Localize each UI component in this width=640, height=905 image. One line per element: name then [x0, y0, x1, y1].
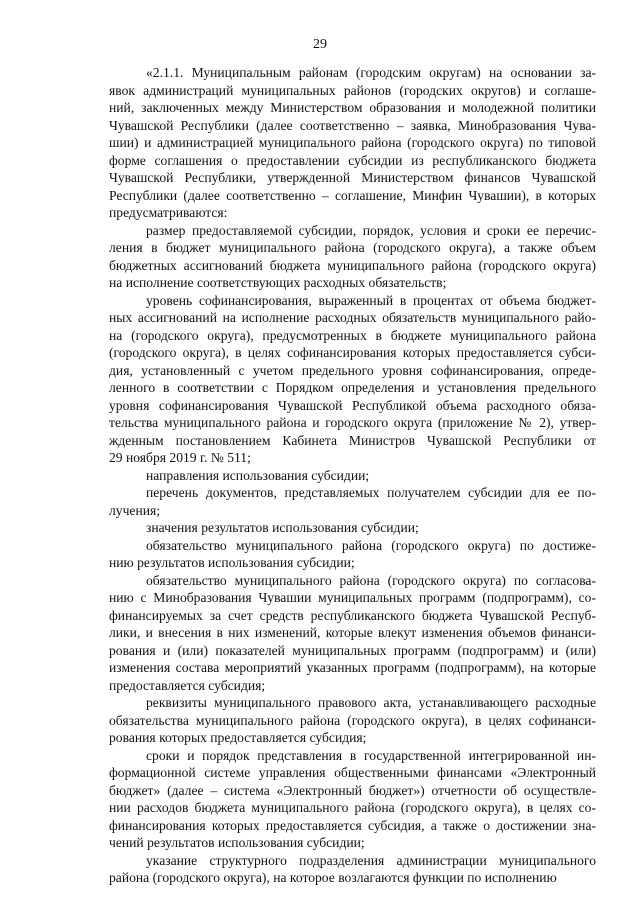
- text-line: рования и (или) показателей муниципальных программ (подпрограмм) и (или): [109, 642, 596, 658]
- document-body: [109, 64, 596, 887]
- text-line: тельства муниципального района и городского округа (приложение № 2), утвер-: [109, 415, 596, 430]
- text-line: чений результатов использования субсидии;: [109, 835, 365, 850]
- text-line: уровня софинансирования Чувашской Республикой объема расходного обяза-: [109, 397, 596, 413]
- paragraph: [109, 467, 596, 485]
- text-line: шии) и администрацией муниципального района (городского округа) по типовой: [109, 135, 596, 150]
- text-line: явок администраций муниципальных районов (городских округов) и соглаше-: [109, 82, 596, 98]
- text-line: финансируемых за счет средств республиканского бюджета Чувашской Респуб-: [109, 607, 596, 623]
- paragraph: [109, 572, 596, 695]
- text-line: лучения;: [109, 502, 161, 518]
- text-line: на (городского округа), предусмотренных в бюджете муниципального района: [109, 327, 596, 343]
- text-line: района (городского округа), на которое возлагаются функции по исполнению: [109, 870, 557, 885]
- text-line: дия, установленный с учетом предельного уровня софинансирования, опреде-: [109, 362, 596, 378]
- page-number: 29: [313, 37, 327, 52]
- text-line: форме соглашения о предоставлении субсидии из республиканского бюджета: [109, 152, 596, 168]
- text-line: нии расходов бюджета муниципального района (городского округа), в целях со-: [109, 800, 596, 815]
- paragraph: [109, 64, 596, 222]
- text-line: бюджетных ассигнований бюджета муниципального района (городского округа): [109, 257, 596, 273]
- text-line: 29 ноября 2019 г. № 511;: [109, 450, 251, 465]
- text-line: нию результатов использования субсидии;: [109, 555, 355, 570]
- paragraph: [109, 222, 596, 292]
- text-line: рования которых предоставляется субсидия;: [109, 730, 367, 745]
- text-line: лики, и внесения в них изменений, которые влекут изменения объемов финанси-: [109, 625, 596, 640]
- text-line: жденным постановлением Кабинета Министров Чувашской Республики от: [109, 432, 596, 448]
- text-line: на исполнение соответствующих расходных обязательств;: [109, 275, 447, 290]
- text-line: нию с Минобразования Чувашии муниципальных программ (подпрограмм), со-: [109, 590, 596, 605]
- text-line: размер предоставляемой субсидии, порядок, условия и сроки ее перечис-: [146, 222, 596, 238]
- text-line: направления использования субсидии;: [146, 467, 370, 483]
- paragraph: [109, 292, 596, 467]
- text-line: Чувашской Республики, утвержденной Министерством финансов Чувашской: [109, 170, 596, 185]
- text-line: реквизиты муниципального правового акта, устанавливающего расходные: [146, 695, 596, 710]
- text-line: ний, заключенных между Министерством образования и молодежной политики: [109, 100, 596, 115]
- paragraph: [109, 747, 596, 852]
- text-line: уровень софинансирования, выраженный в процентах от объема бюджет-: [146, 292, 596, 308]
- text-line: ленного в соответствии с Порядком определения и установления предельного: [109, 380, 596, 395]
- text-line: ных ассигнований на исполнение расходных обязательств муниципального райо-: [109, 310, 596, 325]
- text-line: бюджет» (далее – система «Электронный бюджет») отчетности об осуществле-: [109, 782, 596, 798]
- paragraph: [109, 852, 596, 887]
- text-line: Республики (далее соответственно – соглашение, Минфин Чувашии), в которых: [109, 187, 596, 203]
- text-line: обязательства муниципального района (городского округа), в целях софинанси-: [109, 712, 596, 728]
- text-line: обязательство муниципального района (городского округа) по согласова-: [146, 572, 596, 588]
- text-line: значения результатов использования субсидии;: [146, 520, 419, 535]
- text-line: (городского округа), в целях софинансирования которых предоставляется субси-: [109, 345, 596, 360]
- paragraph: [109, 519, 596, 537]
- text-line: ления в бюджет муниципального района (городского округа), а также объем: [109, 240, 596, 255]
- text-line: обязательство муниципального района (городского округа) по достиже-: [146, 537, 596, 553]
- text-line: «2.1.1. Муниципальным районам (городским округам) на основании за-: [146, 65, 596, 80]
- text-line: предусматриваются:: [109, 205, 228, 220]
- paragraph: [109, 484, 596, 519]
- text-line: сроки и порядок представления в государственной интегрированной ин-: [146, 747, 596, 763]
- paragraph: [109, 694, 596, 747]
- paragraph: [109, 537, 596, 572]
- text-line: финансирования которых предоставляется субсидия, а также о достижении зна-: [109, 817, 596, 833]
- text-line: формационной системе управления общественными финансами «Электронный: [109, 765, 596, 780]
- text-line: указание структурного подразделения администрации муниципального: [146, 852, 596, 868]
- text-line: перечень документов, представляемых получателем субсидии для ее по-: [146, 485, 596, 500]
- text-line: предоставляется субсидия;: [109, 677, 266, 693]
- text-line: изменения состава мероприятий указанных программ (подпрограмм), на которые: [109, 660, 596, 675]
- text-line: Чувашской Республики (далее соответственно – заявка, Минобразования Чува-: [109, 117, 596, 133]
